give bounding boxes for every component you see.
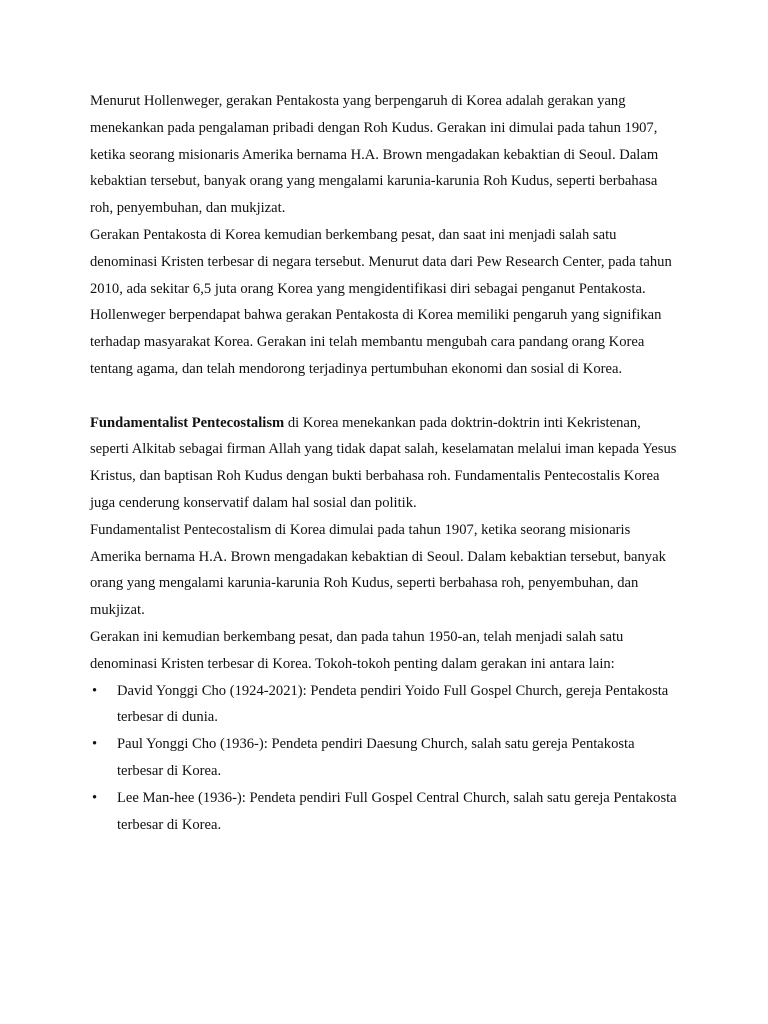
list-item-text: Lee Man-hee (1936-): Pendeta pendiri Full Gospel Central Church, salah satu gereja Pentakosta terbesar di Korea. bbox=[117, 789, 677, 833]
section-hollenweger bbox=[90, 88, 682, 383]
list-item-text: Paul Yonggi Cho (1936-): Pendeta pendiri Daesung Church, salah satu gereja Pentakosta terbesar di Korea. bbox=[117, 736, 635, 779]
paragraph: Fundamentalist Pentecostalism di Korea dimulai pada tahun 1907, ketika seorang misionaris Amerika bernama H.A. Brown mengadakan kebaktian di Seoul. Dalam kebaktian tersebut, banyak orang yang mengalami karunia-karunia Roh Kudus, seperti berbahasa roh, penyembuhan, dan mukjizat. bbox=[90, 521, 666, 619]
paragraph-spacer bbox=[90, 383, 682, 410]
bold-term: Fundamentalist Pentecostalism bbox=[90, 414, 285, 431]
bullet-icon: • bbox=[92, 736, 98, 753]
paragraph-text: di Korea menekankan pada doktrin-doktrin inti Kekristenan, seperti Alkitab sebagai firman Allah yang tidak dapat salah, keselamatan melalui iman kepada Yesus Kristus, dan baptisan Roh Kudus dengan bukti berbahasa roh. Fundamentalis Pentecostalis Korea juga cenderung konservatif dalam hal sosial dan politik. bbox=[90, 414, 677, 511]
list-item bbox=[90, 731, 682, 785]
list-item-text: David Yonggi Cho (1924-2021): Pendeta pendiri Yoido Full Gospel Church, gereja Pentakosta terbesar di dunia. bbox=[117, 682, 669, 726]
list-item bbox=[90, 785, 682, 839]
section-fundamentalist-pentecostalism bbox=[90, 410, 682, 839]
paragraph: Hollenweger berpendapat bahwa gerakan Pentakosta di Korea memiliki pengaruh yang signifikan terhadap masyarakat Korea. Gerakan ini telah membantu mengubah cara pandang orang Korea tentang agama, dan telah mendorong terjadinya pertumbuhan ekonomi dan sosial di Korea. bbox=[90, 307, 662, 377]
paragraph: Gerakan ini kemudian berkembang pesat, dan pada tahun 1950-an, telah menjadi salah satu denominasi Kristen terbesar di Korea. Tokoh-tokoh penting dalam gerakan ini antara lain: bbox=[90, 628, 624, 672]
document-page bbox=[90, 88, 682, 838]
paragraph: Menurut Hollenweger, gerakan Pentakosta yang berpengaruh di Korea adalah gerakan yang menekankan pada pengalaman pribadi dengan Roh Kudus. Gerakan ini dimulai pada tahun 1907, ketika seorang misionaris Amerika bernama H.A. Brown mengadakan kebaktian di Seoul. Dalam kebaktian tersebut, banyak orang yang mengalami karunia-karunia Roh Kudus, seperti berbahasa roh, penyembuhan, dan mukjizat. bbox=[90, 93, 659, 217]
bullet-icon: • bbox=[92, 682, 98, 699]
bullet-icon: • bbox=[92, 789, 98, 806]
bullet-list bbox=[90, 678, 682, 839]
list-item bbox=[90, 678, 682, 732]
paragraph bbox=[90, 410, 682, 517]
paragraph: Gerakan Pentakosta di Korea kemudian berkembang pesat, dan saat ini menjadi salah satu denominasi Kristen terbesar di negara tersebut. Menurut data dari Pew Research Center, pada tahun 2010, ada sekitar 6,5 juta orang Korea yang mengidentifikasi diri sebagai penganut Pentakosta. bbox=[90, 226, 672, 297]
